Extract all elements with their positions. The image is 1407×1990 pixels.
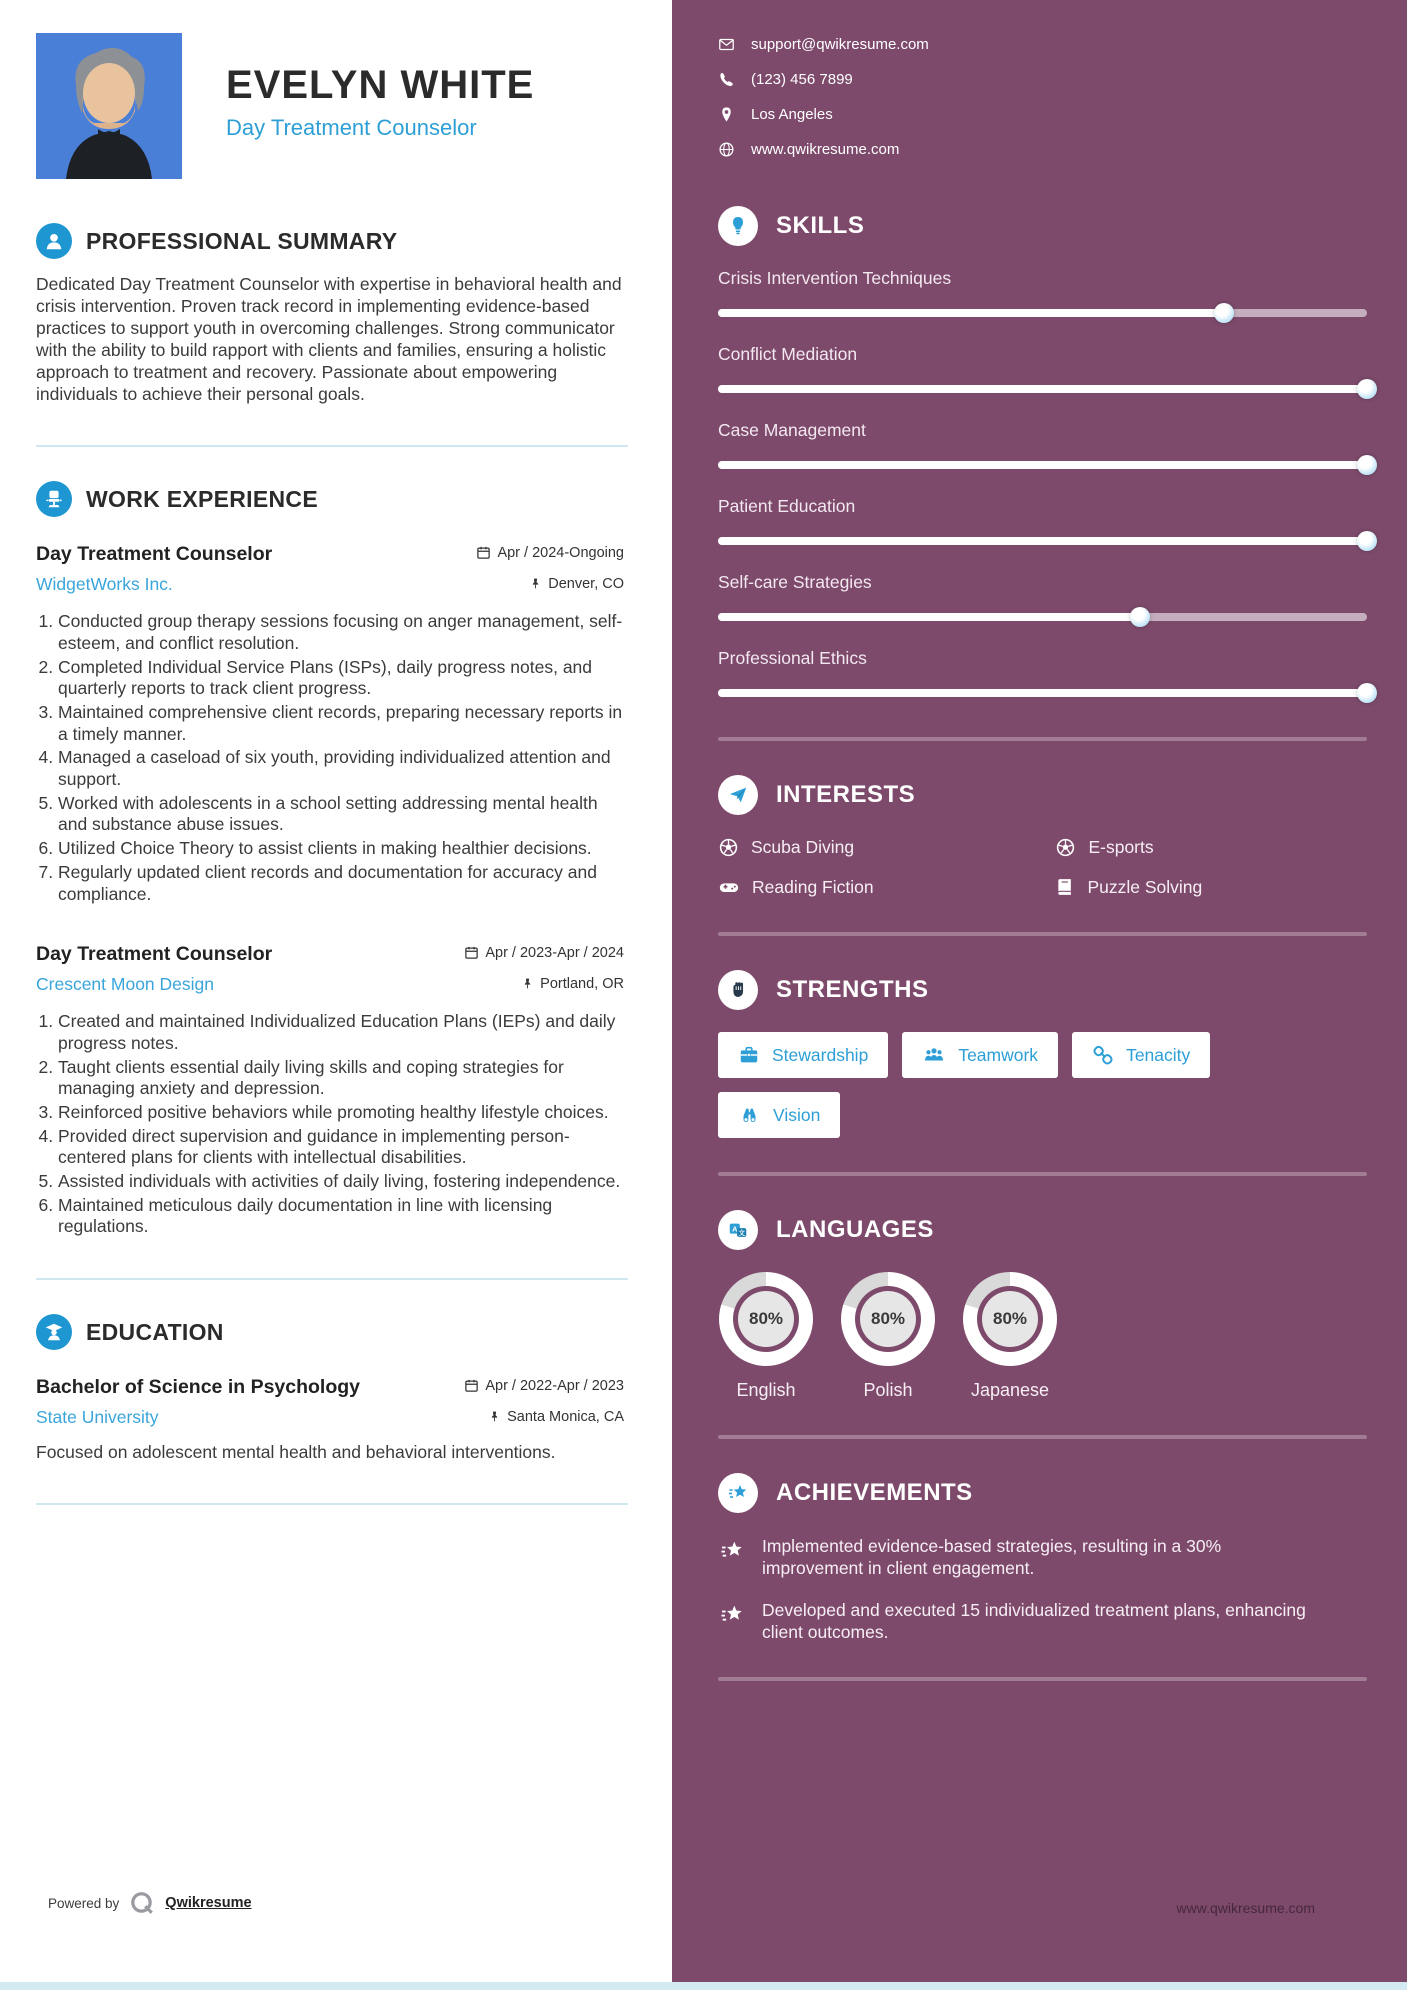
contact-email[interactable]: support@qwikresume.com [751, 36, 929, 53]
summary-heading-row [36, 223, 624, 259]
job-bullet-list [36, 611, 624, 905]
binoculars-icon [738, 1104, 761, 1126]
person-icon [36, 223, 72, 259]
interest-label: Reading Fiction [752, 876, 874, 897]
translate-icon [718, 1210, 758, 1250]
pushpin-icon [488, 1410, 501, 1423]
skill-slider [718, 455, 1367, 475]
footer [48, 1890, 252, 1916]
degree-title: Bachelor of Science in Psychology [36, 1376, 361, 1399]
skill-slider [718, 303, 1367, 323]
email-icon [718, 36, 735, 53]
shooting-star-icon [718, 1473, 758, 1513]
languages-heading: LANGUAGES [776, 1216, 934, 1243]
achievement-text: Implemented evidence-based strategies, resulting in a 30% improvement in client engagement. [762, 1536, 1222, 1579]
job-location: Portland, OR [521, 976, 624, 992]
skill-name: Patient Education [718, 496, 856, 516]
name-block [226, 33, 534, 141]
language-item [962, 1272, 1058, 1401]
profile-photo-illustration [36, 33, 182, 179]
contact-location-row [718, 106, 1367, 123]
slider-thumb[interactable] [1357, 683, 1377, 703]
school-name: State University [36, 1407, 159, 1428]
job-date: Apr / 2023-Apr / 2024 [464, 945, 624, 961]
person-job-title: Day Treatment Counselor [226, 115, 477, 140]
divider [36, 1278, 628, 1280]
contact-website-row [718, 141, 1367, 158]
interests-grid [718, 837, 1367, 898]
sidebar-divider [718, 1677, 1367, 1681]
paper-plane-icon [718, 775, 758, 815]
skill-row [718, 496, 1367, 551]
skill-name: Self-care Strategies [718, 572, 872, 592]
job-bullet: 3. Maintained comprehensive client records, preparing necessary reports in a timely manner. [58, 702, 624, 745]
globe-icon [718, 141, 735, 158]
job-title: Day Treatment Counselor [36, 543, 273, 566]
sidebar-divider [718, 932, 1367, 936]
sidebar [672, 0, 1407, 1982]
language-progress-ring [841, 1272, 935, 1366]
interest-label: Puzzle Solving [1087, 876, 1203, 897]
education-heading-row [36, 1314, 624, 1350]
svg-text:文: 文 [738, 1229, 745, 1237]
skill-name: Conflict Mediation [718, 344, 858, 364]
skills-heading-row [718, 206, 1367, 246]
fist-icon [718, 970, 758, 1010]
identity-header [36, 33, 624, 179]
contact-location: Los Angeles [751, 106, 833, 123]
pushpin-icon [529, 577, 542, 590]
lightbulb-icon [718, 206, 758, 246]
job-bullet: 1. Conducted group therapy sessions focusing on anger management, self-esteem, and conflict resolution. [58, 611, 624, 654]
graduate-icon [36, 1314, 72, 1350]
contact-email-row [718, 36, 1367, 53]
skill-name: Case Management [718, 420, 866, 440]
skill-name: Crisis Intervention Techniques [718, 268, 952, 288]
education-description: Focused on adolescent mental health and behavioral interventions. [36, 1442, 556, 1463]
calendar-icon [464, 1378, 479, 1393]
skill-row [718, 648, 1367, 703]
calendar-icon [476, 545, 491, 560]
job-bullet: 1. Created and maintained Individualized Education Plans (IEPs) and daily progress notes. [58, 1011, 624, 1054]
qwikresume-link[interactable]: Qwikresume [165, 1895, 252, 1911]
interests-section [718, 775, 1367, 898]
language-item [718, 1272, 814, 1401]
slider-thumb[interactable] [1357, 531, 1377, 551]
star-icon [718, 1535, 748, 1579]
achievements-heading-row [718, 1473, 1367, 1513]
language-name: Japanese [970, 1380, 1050, 1400]
job-bullet: 6. Utilized Choice Theory to assist clients in making healthier decisions. [58, 838, 624, 860]
page-bottom-strip [0, 1982, 1407, 1990]
job-location: Denver, CO [529, 576, 624, 592]
language-name: English [736, 1380, 796, 1400]
contact-phone-row [718, 71, 1367, 88]
job-bullet: 5. Worked with adolescents in a school setting addressing mental health and substance abuse issues. [58, 793, 624, 836]
achievement-item [718, 1535, 1318, 1579]
divider [36, 445, 628, 447]
gamepad-icon [718, 876, 740, 898]
skill-slider [718, 379, 1367, 399]
strength-label: Tenacity [1126, 1044, 1191, 1065]
interests-heading-row [718, 775, 1367, 815]
education-section [36, 1314, 624, 1463]
education-heading: EDUCATION [86, 1318, 224, 1345]
briefcase-icon [738, 1044, 760, 1066]
job-company: WidgetWorks Inc. [36, 574, 173, 595]
language-percent: 80% [738, 1291, 794, 1347]
language-progress-ring [963, 1272, 1057, 1366]
interest-item [1055, 837, 1367, 858]
phone-icon [718, 71, 735, 88]
job-bullet: 3. Reinforced positive behaviors while promoting healthy lifestyle choices. [58, 1102, 624, 1124]
skill-row [718, 572, 1367, 627]
contact-phone[interactable]: (123) 456 7899 [751, 71, 853, 88]
strength-chip [718, 1092, 840, 1138]
interests-heading: INTERESTS [776, 781, 916, 808]
education-location: Santa Monica, CA [488, 1409, 624, 1425]
interest-item [1055, 876, 1367, 898]
contact-website[interactable]: www.qwikresume.com [751, 141, 900, 158]
powered-by-label: Powered by [48, 1895, 120, 1911]
slider-thumb[interactable] [1357, 379, 1377, 399]
slider-thumb[interactable] [1130, 607, 1150, 627]
job-entry [36, 543, 624, 905]
skill-slider [718, 683, 1367, 703]
languages-row [718, 1272, 1367, 1401]
experience-heading-row [36, 481, 624, 517]
strengths-grid [718, 1032, 1338, 1138]
job-bullet: 4. Managed a caseload of six youth, providing individualized attention and support. [58, 747, 624, 790]
job-title: Day Treatment Counselor [36, 943, 273, 966]
language-percent: 80% [982, 1291, 1038, 1347]
qwikresume-logo [129, 1890, 155, 1916]
interest-label: Scuba Diving [751, 837, 855, 857]
strengths-heading: STRENGTHS [776, 976, 929, 1003]
sidebar-footer-site: www.qwikresume.com [1176, 1900, 1315, 1916]
achievement-item [718, 1599, 1318, 1643]
team-icon [922, 1044, 946, 1066]
slider-thumb[interactable] [1357, 455, 1377, 475]
strengths-section [718, 970, 1367, 1138]
pushpin-icon [521, 977, 534, 990]
strength-label: Vision [773, 1104, 821, 1125]
job-bullet: 2. Taught clients essential daily living skills and coping strategies for managing anxiety and depression. [58, 1057, 624, 1100]
job-bullet: 4. Provided direct supervision and guidance in implementing person-centered plans for clients with intellectual disabilities. [58, 1126, 624, 1169]
job-entry [36, 943, 624, 1238]
achievements-section [718, 1473, 1367, 1643]
job-bullet: 2. Completed Individual Service Plans (ISPs), daily progress notes, and quarterly reports to track client progress. [58, 657, 624, 700]
skill-row [718, 268, 1367, 323]
soccer-ball-icon [1055, 837, 1076, 858]
contact-block [718, 36, 1367, 158]
person-name: EVELYN WHITE [226, 63, 535, 107]
summary-section [36, 223, 624, 405]
job-company: Crescent Moon Design [36, 974, 214, 995]
summary-heading: PROFESSIONAL SUMMARY [86, 227, 398, 254]
slider-thumb[interactable] [1214, 303, 1234, 323]
job-bullet: 7. Regularly updated client records and documentation for accuracy and compliance. [58, 862, 624, 905]
sidebar-divider [718, 1435, 1367, 1439]
achievements-heading: ACHIEVEMENTS [776, 1479, 973, 1506]
strength-chip [902, 1032, 1058, 1078]
sidebar-divider [718, 1172, 1367, 1176]
skill-slider [718, 607, 1367, 627]
strengths-heading-row [718, 970, 1367, 1010]
experience-section [36, 481, 624, 1238]
skill-row [718, 344, 1367, 399]
skills-section [718, 206, 1367, 703]
achievement-text: Developed and executed 15 individualized treatment plans, enhancing client outcomes. [762, 1600, 1306, 1643]
strength-label: Teamwork [958, 1044, 1039, 1065]
strength-chip [1072, 1032, 1210, 1078]
map-marker-icon [718, 106, 735, 123]
interest-label: E-sports [1088, 837, 1154, 857]
sidebar-divider [718, 737, 1367, 741]
skill-row [718, 420, 1367, 475]
main-column [0, 0, 672, 1982]
job-bullet: 6. Maintained meticulous daily documentation in line with licensing regulations. [58, 1195, 624, 1238]
language-progress-ring [719, 1272, 813, 1366]
skill-slider [718, 531, 1367, 551]
calendar-icon [464, 945, 479, 960]
experience-heading: WORK EXPERIENCE [86, 485, 318, 512]
skills-heading: SKILLS [776, 212, 865, 239]
svg-text:A: A [732, 1224, 738, 1234]
interest-item [718, 876, 1055, 898]
chain-link-icon [1092, 1044, 1114, 1066]
divider [36, 1503, 628, 1505]
office-chair-icon [36, 481, 72, 517]
languages-heading-row [718, 1210, 1367, 1250]
soccer-ball-icon [718, 837, 739, 858]
job-bullet-list [36, 1011, 624, 1238]
languages-section [718, 1210, 1367, 1401]
strength-chip [718, 1032, 888, 1078]
language-item [840, 1272, 936, 1401]
profile-photo [36, 33, 182, 179]
language-percent: 80% [860, 1291, 916, 1347]
interest-item [718, 837, 1055, 858]
summary-text: Dedicated Day Treatment Counselor with expertise in behavioral health and crisis intervention. Proven track record in implementing evidence-based practices to support youth in overcoming challenges. Strong communicator with the ability to build rapport with clients and families, ensuring a holistic approach to treatment and recovery. Passionate about empowering individuals to achieve their personal goals. [36, 274, 622, 405]
star-icon [718, 1599, 748, 1643]
book-icon [1055, 876, 1075, 898]
language-name: Polish [863, 1380, 913, 1400]
job-bullet: 5. Assisted individuals with activities of daily living, fostering independence. [58, 1171, 624, 1193]
education-entry [36, 1376, 624, 1463]
skill-name: Professional Ethics [718, 648, 867, 668]
strength-label: Stewardship [772, 1044, 869, 1065]
job-date: Apr / 2024-Ongoing [476, 545, 624, 561]
education-date: Apr / 2022-Apr / 2023 [464, 1378, 624, 1394]
